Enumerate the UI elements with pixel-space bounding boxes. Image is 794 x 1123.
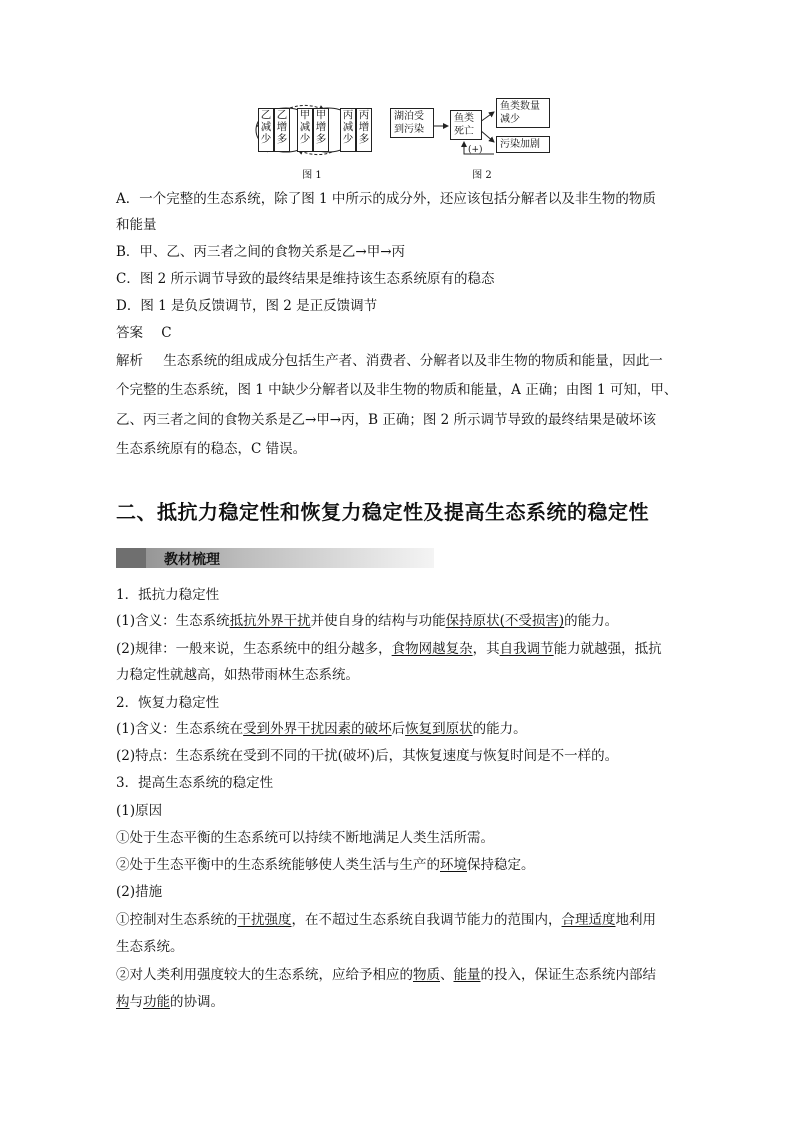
underlined-term: 能量 <box>453 967 481 983</box>
text-run: 与 <box>129 994 143 1010</box>
fig1-box-char: 少 <box>342 133 354 145</box>
figure-strip <box>244 98 574 188</box>
analysis-line1 <box>116 352 663 370</box>
fig1-box-char: 少 <box>260 133 272 145</box>
text-run: 保持稳定。 <box>467 857 535 873</box>
fig1-box-char: 增 <box>358 121 370 133</box>
answer-value: C <box>161 325 172 341</box>
heading-3: 3．提高生态系统的稳定性 <box>116 775 274 791</box>
underlined-term: 抵抗外界干扰 <box>229 613 311 629</box>
h1-paragraph-1 <box>116 612 618 630</box>
figure-1-caption: 图 1 <box>302 170 322 181</box>
analysis-line2: 个完整的生态系统，图 1 中缺少分解者以及非生物的物质和能量，A 正确；由图 1 可知，甲、 <box>116 382 678 398</box>
h1-paragraph-2-line2: 力稳定性就越高，如热带雨林生态系统。 <box>116 667 359 683</box>
underlined-term: 食物网越复杂 <box>391 641 473 657</box>
fig1-box-char: 多 <box>358 133 370 145</box>
figure-2 <box>390 98 566 168</box>
text-run: ②对人类利用强度较大的生态系统，应给予相应的 <box>116 967 413 983</box>
text-run: ，在不超过生态系统自我调节能力的范围内， <box>291 912 562 928</box>
text-run: (2)规律：一般来说，生态系统中的组分越多， <box>116 641 392 657</box>
answer-line <box>116 324 172 342</box>
fig2-box-text: 湖泊受 到污染 <box>394 111 424 135</box>
fig1-box-char: 丙 <box>342 109 354 121</box>
fig2-box-pollution-worse <box>496 136 550 153</box>
option-c: C．图 2 所示调节导致的最终结果是维持该生态系统原有的稳态 <box>116 271 495 287</box>
text-run: 、 <box>440 967 454 983</box>
text-run: 并使自身的结构与功能 <box>310 613 446 629</box>
underlined-term: 环境 <box>440 857 467 873</box>
fig1-box-char: 增 <box>276 121 288 133</box>
underlined-term: 功能 <box>143 994 170 1010</box>
fig1-box-yi-increase <box>274 108 290 152</box>
h2-paragraph-1 <box>116 720 527 738</box>
fig1-box-char: 多 <box>315 133 327 145</box>
fig1-box-char: 乙 <box>260 109 272 121</box>
heading-1: 1．抵抗力稳定性 <box>116 587 220 603</box>
analysis-text: 生态系统的组成成分包括生产者、消费者、分解者以及非生物的物质和能量，因此一 <box>163 353 663 369</box>
fig2-box-fish-death <box>450 110 482 140</box>
fig1-box-char: 丙 <box>358 109 370 121</box>
fig1-box-char: 甲 <box>299 109 311 121</box>
fig1-box-char: 减 <box>342 121 354 133</box>
text-run: 后 <box>391 721 406 737</box>
h3-sub-2: (2)措施 <box>116 884 163 900</box>
underlined-term: 受到外界干扰因素的破坏 <box>243 721 392 737</box>
h3-sub-2-item-2 <box>116 966 656 984</box>
section-banner <box>116 548 434 568</box>
option-a-line1: A．一个完整的生态系统，除了图 1 中所示的成分外，还应该包括分解者以及非生物的物质 <box>116 191 656 207</box>
answer-label: 答案 <box>116 325 143 341</box>
underlined-term: 合理适度 <box>561 912 616 928</box>
option-b: B．甲、乙、丙三者之间的食物关系是乙→甲→丙 <box>116 244 406 260</box>
fig1-box-char: 增 <box>315 121 327 133</box>
underlined-term: 保持原状(不受损害) <box>445 613 565 629</box>
text-run: 的协调。 <box>170 994 224 1010</box>
figure-1 <box>250 102 376 158</box>
heading-2: 2．恢复力稳定性 <box>116 695 220 711</box>
fig1-box-bing-decrease <box>340 108 356 152</box>
fig2-box-fish-decrease <box>496 98 550 128</box>
underlined-term: 物质 <box>413 967 440 983</box>
fig1-box-char: 乙 <box>276 109 288 121</box>
text-run: 的投入，保证生态系统内部结 <box>480 967 656 983</box>
text-run: ①控制对生态系统的 <box>116 912 238 928</box>
banner-dark-block <box>116 548 146 568</box>
analysis-line3: 乙、丙三者之间的食物关系是乙→甲→丙，B 正确；图 2 所示调节导致的最终结果是破坏该 <box>116 412 657 428</box>
fig1-box-char: 减 <box>299 121 311 133</box>
text-run: 地利用 <box>615 912 656 928</box>
text-run: ，其 <box>472 641 500 657</box>
fig1-box-yi-decrease <box>258 108 274 152</box>
fig1-box-jia-decrease <box>297 108 313 152</box>
fig2-box-text: 污染加剧 <box>500 139 540 150</box>
text-run: 的能力。 <box>472 721 527 737</box>
option-d: D．图 1 是负反馈调节，图 2 是正反馈调节 <box>116 298 378 314</box>
option-a-line2: 和能量 <box>116 217 157 233</box>
fig1-box-char: 多 <box>276 133 288 145</box>
fig2-plus-sign: (+) <box>468 145 483 155</box>
underlined-term: 恢复到原状 <box>405 721 473 737</box>
text-run: 的能力。 <box>564 613 619 629</box>
fig2-box-text: 鱼类 死亡 <box>454 113 474 137</box>
h3-sub-1: (1)原因 <box>116 803 163 819</box>
figure-2-caption: 图 2 <box>472 170 492 181</box>
fig2-box-lake-polluted <box>390 108 434 138</box>
analysis-label: 解析 <box>116 353 143 369</box>
fig1-box-jia-increase <box>313 108 329 152</box>
fig2-box-text: 鱼类数量 减少 <box>500 101 540 125</box>
h3-sub-2-item-2-line2 <box>116 993 224 1011</box>
text-run: (1)含义：生态系统在 <box>116 721 244 737</box>
text-run: (1)含义：生态系统 <box>116 613 230 629</box>
underlined-term: 构 <box>116 994 130 1010</box>
underlined-term: 自我调节 <box>499 641 554 657</box>
analysis-line4: 生态系统原有的稳态，C 错误。 <box>116 441 307 457</box>
text-run: ②处于生态平衡中的生态系统能够使人类生活与生产的 <box>116 857 440 873</box>
underlined-term: 干扰强度 <box>237 912 292 928</box>
h3-sub-1-item-1: ①处于生态平衡的生态系统可以持续不断地满足人类生活所需。 <box>116 830 494 846</box>
h1-paragraph-2 <box>116 640 662 658</box>
h3-sub-1-item-2 <box>116 856 535 874</box>
h2-paragraph-2: (2)特点：生态系统在受到不同的干扰(破坏)后，其恢复速度与恢复时间是不一样的。 <box>116 748 619 764</box>
text-run: 能力就越强，抵抗 <box>553 641 662 657</box>
fig1-box-char: 减 <box>260 121 272 133</box>
h3-sub-2-item-1-line2: 生态系统。 <box>116 939 184 955</box>
banner-text: 教材梳理 <box>164 552 220 568</box>
h3-sub-2-item-1 <box>116 911 656 929</box>
fig1-box-char: 少 <box>299 133 311 145</box>
fig1-box-bing-increase <box>356 108 372 152</box>
fig1-box-char: 甲 <box>315 109 327 121</box>
section-title: 二、抵抗力稳定性和恢复力稳定性及提高生态系统的稳定性 <box>116 500 649 524</box>
